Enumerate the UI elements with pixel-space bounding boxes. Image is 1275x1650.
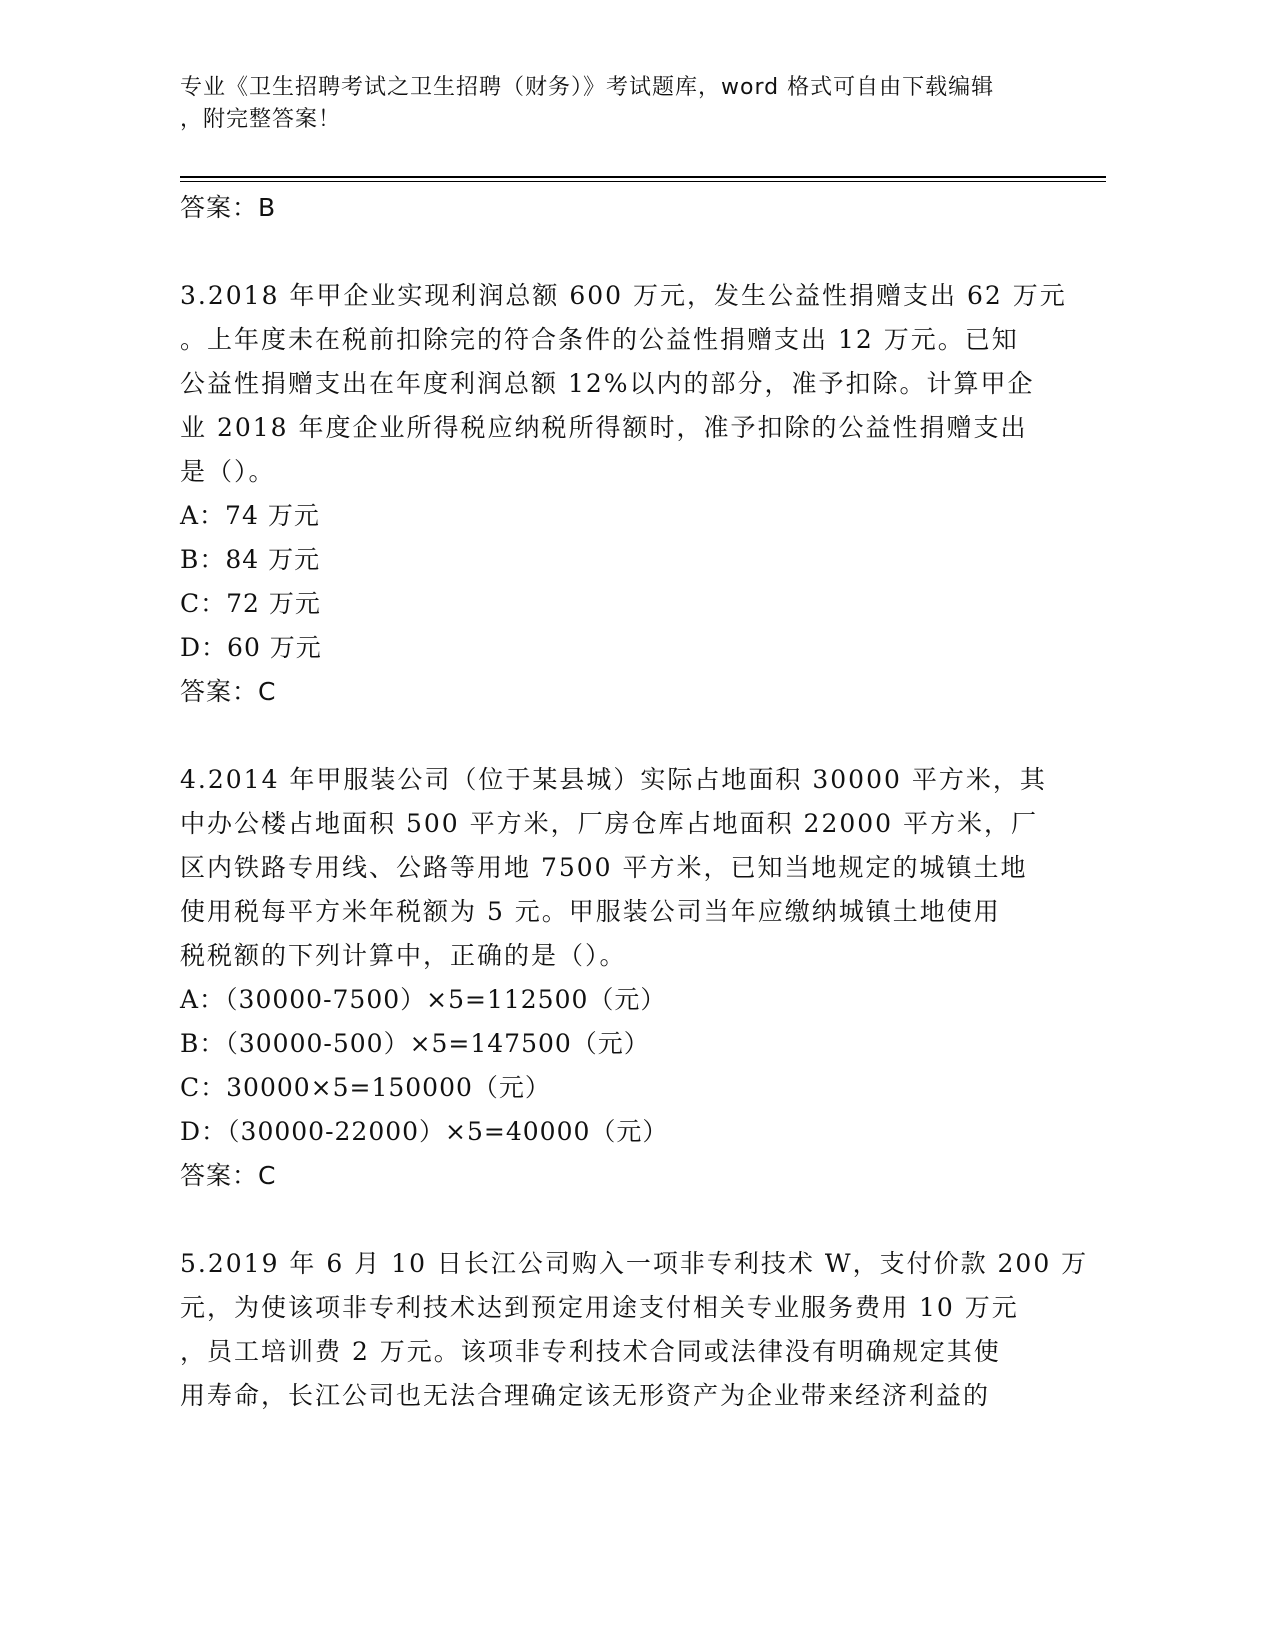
question-line: 3.2018 年甲企业实现利润总额 600 万元，发生公益性捐赠支出 62 万元 [180, 281, 1067, 310]
question-line: 4.2014 年甲服装公司（位于某县城）实际占地面积 30000 平方米，其 [180, 765, 1047, 794]
option-a: A：74 万元 [180, 501, 320, 530]
answer: 答案：C [180, 677, 277, 706]
question-line: 业 2018 年度企业所得税应纳税所得额时，准予扣除的公益性捐赠支出 [180, 413, 1028, 442]
question-line: 中办公楼占地面积 500 平方米，厂房仓库占地面积 22000 平方米，厂 [180, 809, 1039, 838]
option-b: B：84 万元 [180, 545, 321, 574]
question-line: 使用税每平方米年税额为 5 元。甲服装公司当年应缴纳城镇土地使用 [180, 897, 1001, 926]
option-a: A：（30000-7500）×5=112500（元） [180, 985, 667, 1014]
question-line: 税税额的下列计算中，正确的是（）。 [180, 941, 627, 970]
question-line: 用寿命，长江公司也无法合理确定该无形资产为企业带来经济利益的 [180, 1381, 991, 1410]
answer: 答案：C [180, 1161, 277, 1190]
question-line: 元，为使该项非专利技术达到预定用途支付相关专业服务费用 10 万元 [180, 1293, 1019, 1322]
question-5 [180, 1242, 1089, 1418]
header-divider-thin [180, 181, 1106, 182]
question-3 [180, 274, 1067, 494]
option-d: D：（30000-22000）×5=40000（元） [180, 1117, 669, 1146]
option-c: C：72 万元 [180, 589, 321, 618]
spacer [180, 714, 1060, 758]
header-divider-thick [180, 176, 1106, 178]
option-b: B：（30000-500）×5=147500（元） [180, 1029, 650, 1058]
question-line: 5.2019 年 6 月 10 日长江公司购入一项非专利技术 W，支付价款 200 万 [180, 1249, 1089, 1278]
question-line: 公益性捐赠支出在年度利润总额 12%以内的部分，准予扣除。计算甲企 [180, 369, 1035, 398]
question-content [180, 186, 1089, 1418]
question-line: 区内铁路专用线、公路等用地 7500 平方米，已知当地规定的城镇土地 [180, 853, 1028, 882]
question-line: 是（）。 [180, 457, 276, 486]
question-line: ，员工培训费 2 万元。该项非专利技术合同或法律没有明确规定其使 [180, 1337, 1001, 1366]
header-line-2: ，附完整答案！ [180, 107, 342, 132]
previous-answer: 答案：B [180, 193, 277, 222]
document-header [180, 72, 1060, 136]
option-d: D：60 万元 [180, 633, 322, 662]
option-c: C：30000×5=150000（元） [180, 1073, 551, 1102]
spacer [180, 1198, 1060, 1242]
header-line-1: 专业《卫生招聘考试之卫生招聘（财务）》考试题库，word 格式可自由下载编辑 [180, 75, 995, 100]
question-4 [180, 758, 1060, 978]
question-line: 。上年度未在税前扣除完的符合条件的公益性捐赠支出 12 万元。已知 [180, 325, 1019, 354]
spacer [180, 230, 1060, 274]
